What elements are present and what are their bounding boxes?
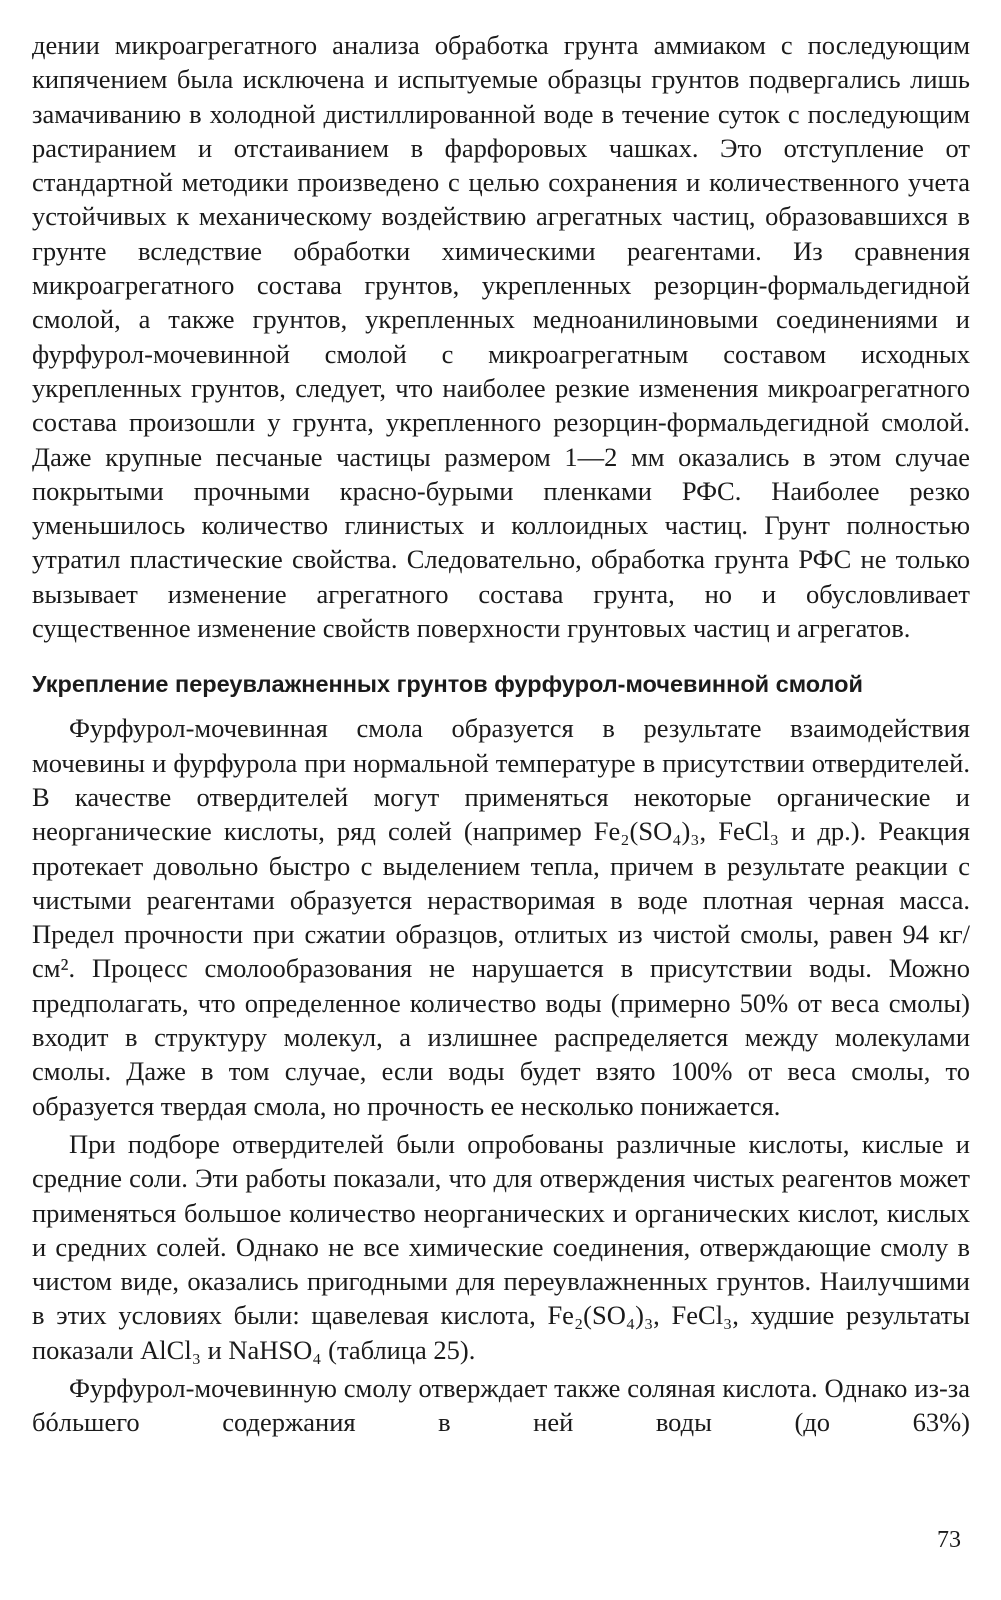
page-body (32, 28, 970, 1440)
page-number: 73 (937, 1527, 961, 1553)
paragraph-3: При подборе отвердителей были опробованы различные кислоты, кислые и средние соли. Эти работы показали, что для отверждения чистых реагентов может применяться большое количество неорганических и органических кислот, кислых и средних солей. Однако не все химические соединения, отверждающие смолу в чистом виде, оказались пригодными для переувлажненных грунтов. Наилучшими в этих условиях были: щавелевая кислота, Fe₂(SO₄)₃, FeCl₃, худшие результаты показали AlCl₃ и NaHSO₄ (таблица 25). (32, 1128, 970, 1365)
section-heading: Укрепление переувлажненных грунтов фурфурол-мочевинной смолой (32, 671, 863, 698)
paragraph-4: Фурфурол-мочевинную смолу отверждает также соляная кислота. Однако из-за бóльшего содержания в ней воды (до 63%) (32, 1372, 970, 1438)
paragraph-2: Фурфурол-мочевинная смола образуется в результате взаимодействия мочевины и фурфурола при нормальной температуре в присутствии отвердителей. В качестве отвердителей могут применяться некоторые органические и неорганические кислоты, ряд солей (например Fe₂(SO₄)₃, FeCl₃ и др.). Реакция протекает довольно быстро с выделением тепла, причем в результате реакции с чистыми реагентами образуется нерастворимая в воде плотная черная масса. Предел прочности при сжатии образцов, отлитых из чистой смолы, равен 94 кг/см². Процесс смолообразования не нарушается в присутствии воды. Можно предполагать, что определенное количество воды (примерно 50% от веса смолы) входит в структуру молекул, а излишнее распределяется между молекулами смолы. Даже в том случае, если воды будет взято 100% от веса смолы, то образуется твердая смола, но прочность ее несколько понижается. (32, 713, 970, 1121)
paragraph-1: дении микроагрегатного анализа обработка грунта аммиаком с последующим кипячением была исключена и испытуемые образцы грунтов подвергались лишь замачиванию в холодной дистиллированной воде в течение суток с последующим растиранием и отстаиванием в фарфоровых чашках. Это отступление от стандартной методики произведено с целью сохранения и количественного учета устойчивых к механическому воздействию агрегатных частиц, образовавшихся в грунте вследствие обработки химическими реагентами. Из сравнения микроагрегатного состава грунтов, укрепленных резорцин-формальдегидной смолой, а также грунтов, укрепленных медноанилиновыми соединениями и фурфурол-мочевинной смолой с микроагрегатным составом исходных укрепленных грунтов, следует, что наиболее резкие изменения микроагрегатного состава произошли у грунта, укрепленного резорцин-формальдегидной смолой. Даже крупные песчаные частицы размером 1—2 мм оказались в этом случае покрытыми прочными красно-бурыми пленками РФС. Наиболее резко уменьшилось количество глинистых и коллоидных частиц. Грунт полностью утратил пластические свойства. Следовательно, обработка грунта РФС не только вызывает изменение агрегатного состава грунта, но и обусловливает существенное изменение свойств поверхности грунтовых частиц и агрегатов. (32, 30, 970, 644)
